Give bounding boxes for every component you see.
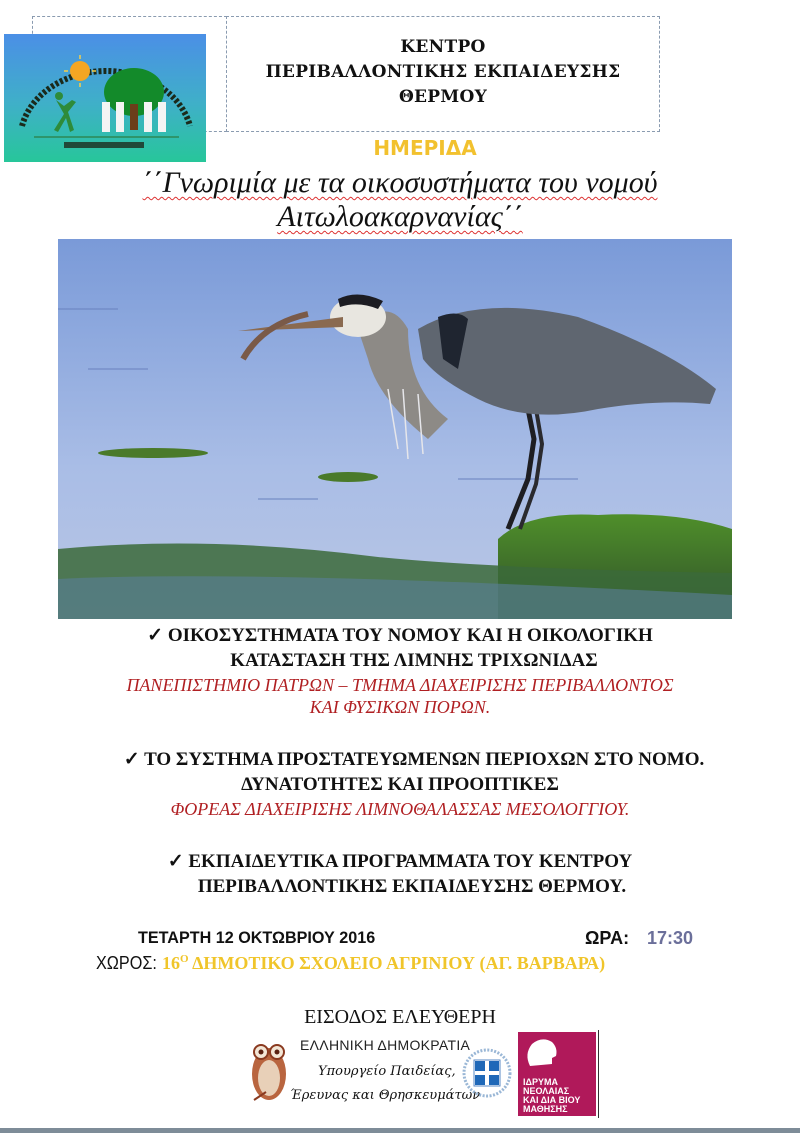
org-name-line3: ΘΕΡΜΟΥ [398,87,488,107]
greek-coat-of-arms-icon [462,1048,512,1098]
inedivim-logo [518,1032,596,1116]
ministry-line2: Έρευνας και Θρησκευμάτων [290,1088,481,1103]
event-title-line1-text: ΄΄Γνωριμία με τα οικοσυστήματα του νομού [142,166,658,199]
check-icon: ✓ [147,625,164,646]
topic-3-title-part1: ΕΚΠΑΙΔΕΥΤΙΚΑ ΠΡΟΓΡΑΜΜΑΤΑ ΤΟΥ ΚΕΝΤΡΟΥ [188,851,633,872]
topic-2-line1 [0,748,800,771]
inedivim-line3: ΚΑΙ ΔΙΑ ΒΙΟΥ [523,1095,581,1105]
topic-2-line2: ΔΥΝΑΤΟΤΗΤΕΣ ΚΑΙ ΠΡΟΟΠΤΙΚΕΣ [241,774,559,795]
time-label: ΩΡΑ: [585,928,630,948]
center-logo [4,34,206,162]
topic-1-speaker-line1: ΠΑΝΕΠΙΣΤΗΜΙΟ ΠΑΤΡΩΝ – ΤΜΗΜΑ ΔΙΑΧΕΙΡΙΣΗΣ ΠΕΡΙΒΑΛΛΟΝΤΟΣ [126,675,674,695]
venue-label: ΧΩΡΟΣ: [96,953,157,973]
free-entry: ΕΙΣΟΔΟΣ ΕΛΕΥΘΕΡΗ [304,1006,496,1028]
inedivim-line2: ΝΕΟΛΑΙΑΣ [523,1086,570,1096]
greek-emblem [462,1048,512,1098]
check-icon: ✓ [123,749,140,770]
owl-logo [246,1034,292,1104]
hellenic-republic: ΕΛΛΗΝΙΚΗ ΔΗΜΟΚΡΑΤΙΑ [300,1037,471,1053]
event-date: ΤΕΤΑΡΤΗ 12 ΟΚΤΩΒΡΙΟΥ 2016 [138,928,376,947]
topic-1-line2: ΚΑΤΑΣΤΑΣΗ ΤΗΣ ΛΙΜΝΗΣ ΤΡΙΧΩΝΙΔΑΣ [230,650,598,671]
venue-number: 16 [162,953,180,973]
time-value: 17:30 [647,928,694,948]
check-icon: ✓ [167,851,184,872]
org-name-line2: ΠΕΡΙΒΑΛΛΟΝΤΙΚΗΣ ΕΚΠΑΙΔΕΥΣΗΣ [265,62,621,82]
head-profile-icon [522,1036,562,1072]
topic-2-speaker: ΦΟΡΕΑΣ ΔΙΑΧΕΙΡΙΣΗΣ ΛΙΜΝΟΘΑΛΑΣΣΑΣ ΜΕΣΟΛΟΓΓΙΟΥ. [170,799,630,819]
event-type: ΗΜΕΡΙΔΑ [373,136,477,160]
venue-ordinal: Ο [180,953,189,965]
topic-2-title-part1: ΤΟ ΣΥΣΤΗΜΑ ΠΡΟΣΤΑΤΕΥΩΜΕΝΩΝ ΠΕΡΙΟΧΩΝ ΣΤΟ ΝΟΜΟ. [144,749,705,770]
topic-1-line1 [0,624,800,647]
event-title-line2-text: Αιτωλοακαρνανίας΄΄ [277,200,523,233]
heron-photo [58,239,732,619]
owl-icon [246,1034,292,1104]
topic-1-speaker-line2: ΚΑΙ ΦΥΣΙΚΩΝ ΠΟΡΩΝ. [309,697,491,717]
inedivim-line4: ΜΑΘΗΣΗΣ [523,1104,568,1114]
event-title-line2 [0,200,800,234]
logo-graphic-icon [4,34,206,162]
org-name-line1: ΚΕΝΤΡΟ [400,37,486,57]
venue-value [162,953,605,974]
heron-image-icon [58,239,732,619]
inedivim-text [523,1078,580,1114]
inedivim-line1: ΙΔΡΥΜΑ [523,1077,558,1087]
venue-name: ΔΗΜΟΤΙΚΟ ΣΧΟΛΕΙΟ ΑΓΡΙΝΙΟΥ (ΑΓ. ΒΑΡΒΑΡΑ) [188,953,606,973]
topic-3-line1 [0,850,800,873]
footer-rule [0,1128,800,1133]
divider [598,1030,599,1118]
ministry-line1: Υπουργείο Παιδείας, [318,1064,456,1079]
event-title-line1 [0,166,800,200]
topic-3-line2: ΠΕΡΙΒΑΛΛΟΝΤΙΚΗΣ ΕΚΠΑΙΔΕΥΣΗΣ ΘΕΡΜΟΥ. [197,876,627,897]
topic-1-title-part1: ΟΙΚΟΣΥΣΤΗΜΑΤΑ ΤΟΥ ΝΟΜΟΥ ΚΑΙ Η ΟΙΚΟΛΟΓΙΚΗ [167,625,653,646]
